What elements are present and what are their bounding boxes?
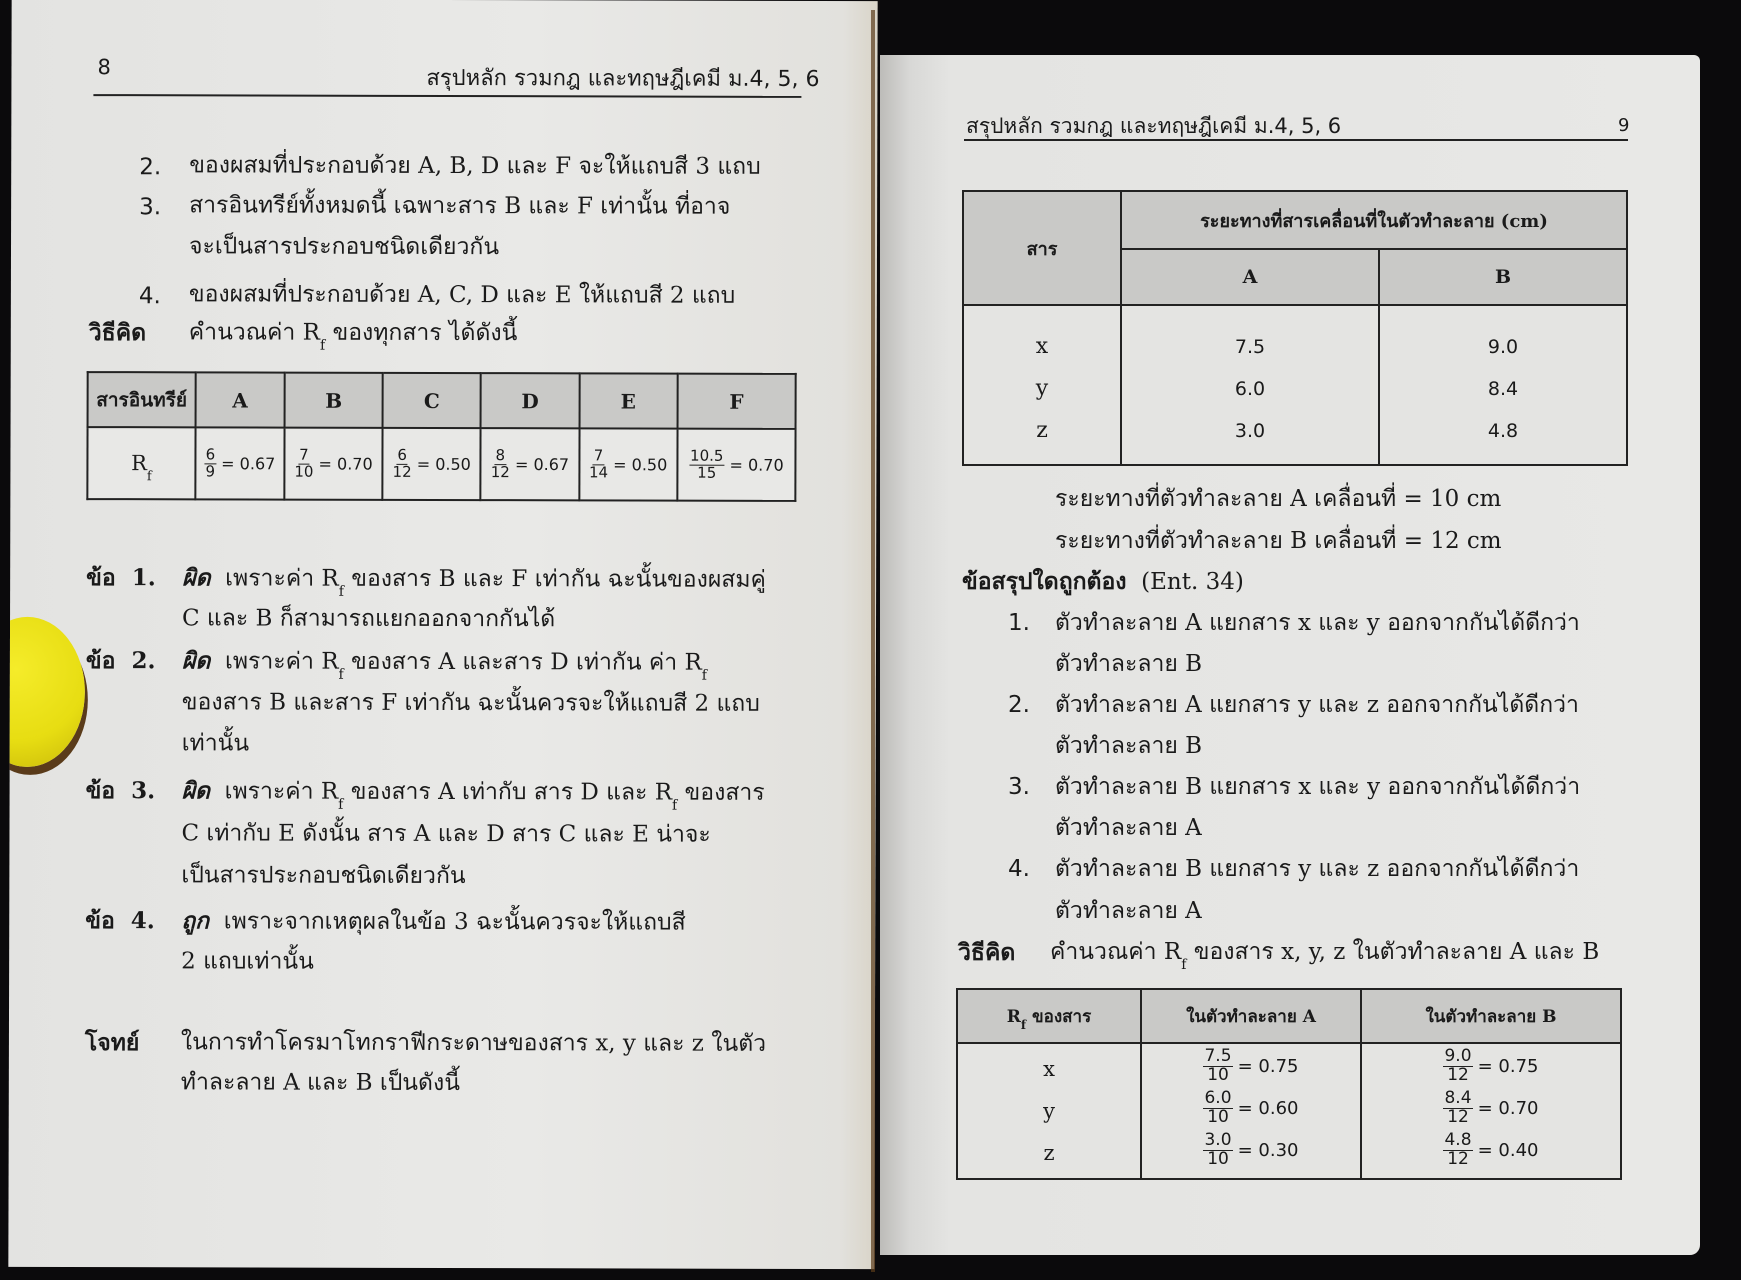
rf-table-left [86,371,796,502]
left-page [8,0,877,1269]
choice-line1: ตัวทำละลาย B แยกสาร x และ y ออกจากกันได้ดีกว่า [1055,774,1581,800]
choice-line2: ตัวทำละลาย A [1055,898,1202,924]
distance-table [962,190,1628,466]
rf-solvent-b-column: $\frac{9.0}{12}$ = 0.75 $\frac{8.4}{12}$ = 0.70 $\frac{4.8}{12}$ = 0.40 [1361,1043,1621,1179]
choice-number: 1. [1008,610,1030,636]
running-header: สรุปหลัก รวมกฎ และทฤษฎีเคมี ม.4, 5, 6 [966,114,1342,138]
item-number: 4. [138,283,161,310]
answer-2-line3: เท่านั้น [181,730,250,757]
answer-3-line2: C เท่ากับ E ดังนั้น สาร A และ D สาร C และ E น่าจะ [181,820,711,848]
table-header-cell: A [1121,249,1379,305]
rf-solvent-a-column: $\frac{7.5}{10}$ = 0.75 $\frac{6.0}{10}$ = 0.60 $\frac{3.0}{10}$ = 0.30 [1141,1043,1361,1179]
answer-4-line1: ถูก เพราะจากเหตุผลในข้อ 3 ฉะนั้นควรจะให้แถบสี [181,907,686,936]
table-header-cell: สารอินทรีย์ [88,372,196,427]
right-page [880,55,1700,1255]
choice-line2: ตัวทำละลาย B [1055,733,1203,759]
item-text: สารอินทรีย์ทั้งหมดนี้ เฉพาะสาร B และ F เท่านั้น ที่อาจ [189,192,731,220]
item-number: 2. [139,154,162,181]
answer-label: ข้อ 4. [85,907,155,935]
row-label: $R_f$ [87,427,195,499]
table-header-cell: สาร [963,191,1121,305]
table-header-cell: C [383,373,481,428]
table-header-cell: ในตัวทำละลาย B [1361,989,1621,1043]
answer-label: ข้อ 2. [85,647,156,675]
answer-3-line3: เป็นสารประกอบชนิดเดียวกัน [181,862,466,890]
table-header-cell: A [196,372,285,427]
choice-line1: ตัวทำละลาย B แยกสาร y และ z ออกจากกันได้ดีกว่า [1055,856,1580,882]
page-number: 8 [97,55,111,80]
method-text: คำนวณค่า $R_f$ ของสาร x, y, z ในตัวทำละลาย A และ B [1050,939,1600,973]
page-edge [871,10,875,1272]
table-header-cell: $R_f$ ของสาร [957,989,1141,1043]
choice-number: 2. [1008,692,1030,718]
method-label: วิธีคิด [88,319,147,347]
solvent-b-column: 9.0 8.4 4.8 [1379,305,1627,465]
choice-line1: ตัวทำละลาย A แยกสาร x และ y ออกจากกันได้ดีกว่า [1055,610,1580,636]
running-header: สรุปหลัก รวมกฎ และทฤษฎีเคมี ม.4, 5, 6 [426,65,820,92]
item-text-cont: จะเป็นสารประกอบชนิดเดียวกัน [188,233,500,261]
page-number: 9 [1618,115,1630,136]
rf-table-right [956,988,1622,1180]
substance-column: x y z [963,305,1121,465]
solvent-a-distance: ระยะทางที่ตัวทำละลาย A เคลื่อนที่ = 10 cm [1055,486,1502,512]
method-label: วิธีคิด [958,939,1016,966]
question-title: ข้อสรุปใดถูกต้อง (Ent. 34) [962,568,1244,595]
rf-cell: $\frac{7}{10}$ = 0.70 [284,428,382,500]
solvent-b-distance: ระยะทางที่ตัวทำละลาย B เคลื่อนที่ = 12 cm [1055,528,1502,554]
method-text: คำนวณค่า $R_f$ ของทุกสาร ได้ดังนี้ [188,319,518,354]
table-header-cell: B [1379,249,1627,305]
table-header-cell: ในตัวทำละลาย A [1141,989,1361,1043]
answer-1-line1: ผิด เพราะค่า $R_f$ ของสาร B และ F เท่ากัน ฉะนั้นของผสมคู่ [182,564,766,600]
table-group-header: ระยะทางที่สารเคลื่อนที่ในตัวทำละลาย (cm) [1121,191,1627,249]
problem-line1: ในการทำโครมาโทกราฟีกระดาษของสาร x, y และ z ในตัว [180,1029,767,1057]
answer-4-line2: 2 แถบเท่านั้น [181,948,314,975]
item-text: ของผสมที่ประกอบด้วย A, B, D และ F จะให้แถบสี 3 แถบ [189,152,761,180]
header-rule [964,139,1628,141]
rf-cell: $\frac{6}{12}$ = 0.50 [383,428,481,500]
rf-cell: $\frac{10.5}{15}$ = 0.70 [677,429,795,501]
choice-line2: ตัวทำละลาย A [1055,815,1202,841]
table-header-cell: B [285,373,383,428]
rf-cell: $\frac{7}{14}$ = 0.50 [579,428,677,500]
substance-column: x y z [957,1043,1141,1179]
table-header-cell: D [481,373,579,428]
problem-label: โจทย์ [84,1029,140,1057]
table-header-cell: E [579,373,677,428]
answer-3-line1: ผิด เพราะค่า $R_f$ ของสาร A เท่ากับ สาร D และ $R_f$ ของสาร [181,777,765,814]
answer-2-line2: ของสาร B และสาร F เท่ากัน ฉะนั้นควรจะให้แถบสี 2 แถบ [181,689,760,717]
choice-line2: ตัวทำละลาย B [1055,651,1203,677]
answer-2-line1: ผิด เพราะค่า $R_f$ ของสาร A และสาร D เท่ากัน ค่า $R_f$ [181,647,708,684]
solvent-a-column: 7.5 6.0 3.0 [1121,305,1379,465]
choice-number: 4. [1008,856,1030,882]
answer-label: ข้อ 3. [85,777,156,805]
table-header-cell: F [677,374,795,429]
choice-line1: ตัวทำละลาย A แยกสาร y และ z ออกจากกันได้ดีกว่า [1055,692,1579,718]
rf-cell: $\frac{6}{9}$ = 0.67 [195,427,284,499]
answer-label: ข้อ 1. [86,564,156,592]
yellow-bookmark-tab [8,617,85,767]
item-number: 3. [139,194,162,221]
item-text: ของผสมที่ประกอบด้วย A, C, D และ E ให้แถบสี 2 แถบ [188,281,736,309]
problem-line2: ทำละลาย A และ B เป็นดังนี้ [180,1069,460,1097]
answer-1-line2: C และ B ก็สามารถแยกออกจากกันได้ [182,605,556,633]
choice-number: 3. [1008,774,1030,800]
rf-cell: $\frac{8}{12}$ = 0.67 [481,428,579,500]
